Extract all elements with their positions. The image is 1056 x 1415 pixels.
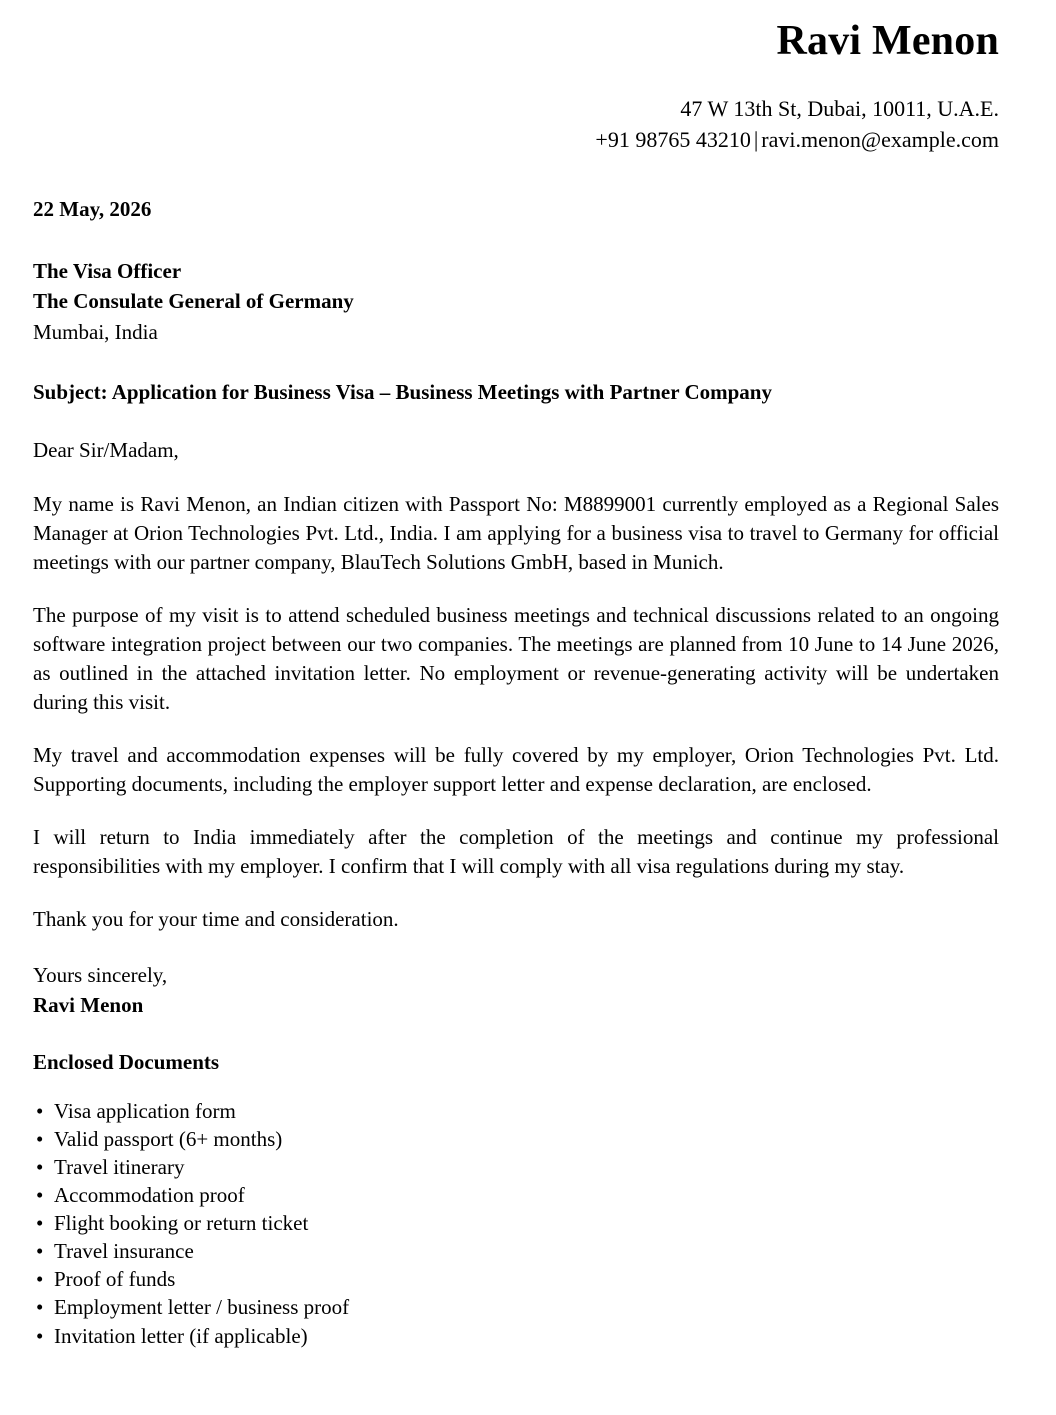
salutation: Dear Sir/Madam, (33, 437, 179, 462)
signature-name: Ravi Menon (33, 992, 144, 1017)
list-item-label: Invitation letter (if applicable) (54, 1323, 308, 1348)
list-item-label: Valid passport (6+ months) (54, 1126, 283, 1151)
list-item (33, 1322, 999, 1350)
list-item-label: Visa application form (54, 1098, 236, 1123)
recipient-location: Mumbai, India (33, 319, 158, 344)
bullet-icon: • (36, 1211, 44, 1236)
sender-phone: +91 98765 43210 (595, 127, 751, 153)
list-item-label: Travel insurance (54, 1239, 194, 1264)
sender-name: Ravi Menon (776, 18, 999, 64)
bullet-icon: • (36, 1239, 44, 1264)
sender-contact-block (33, 93, 999, 155)
list-item-label: Employment letter / business proof (54, 1295, 350, 1320)
recipient-title: The Visa Officer (33, 258, 182, 283)
contact-separator: | (753, 127, 759, 153)
body-paragraph-3: My travel and accommodation expenses will be fully covered by my employer, Orion Technologies Pvt. Ltd. Supporting documents, including the employer support letter and expense declaration, are enclosed. (33, 742, 999, 796)
body-paragraph-4: I will return to India immediately after the completion of the meetings and continue my professional responsibilities with my employer. I confirm that I will comply with all visa regulations during my stay. (33, 824, 999, 878)
bullet-icon: • (36, 1295, 44, 1320)
list-item-label: Travel itinerary (54, 1154, 185, 1179)
list-item (33, 1293, 999, 1321)
letterhead (33, 18, 999, 156)
recipient-organization: The Consulate General of Germany (33, 289, 354, 314)
list-item (33, 1237, 999, 1265)
list-item-label: Proof of funds (54, 1267, 176, 1292)
list-item (33, 1209, 999, 1237)
list-item (33, 1153, 999, 1181)
bullet-icon: • (36, 1154, 44, 1179)
enclosures-heading: Enclosed Documents (33, 1050, 220, 1075)
list-item-label: Accommodation proof (54, 1182, 245, 1207)
bullet-icon: • (36, 1323, 44, 1348)
recipient-block (33, 256, 999, 347)
closing-block (33, 961, 999, 1020)
subject-line: Subject: Application for Business Visa – Business Meetings with Partner Company (33, 380, 772, 405)
valediction: Yours sincerely, (33, 963, 168, 988)
list-item (33, 1125, 999, 1153)
sender-email: ravi.menon@example.com (761, 127, 999, 153)
body-paragraph-5: Thank you for your time and consideration. (33, 906, 399, 931)
list-item-label: Flight booking or return ticket (54, 1211, 309, 1236)
bullet-icon: • (36, 1182, 44, 1207)
letter-date: 22 May, 2026 (33, 196, 152, 221)
list-item (33, 1097, 999, 1125)
sender-address: 47 W 13th St, Dubai, 10011, U.A.E. (680, 96, 999, 122)
bullet-icon: • (36, 1126, 44, 1151)
enclosures-list (33, 1097, 999, 1350)
list-item (33, 1181, 999, 1209)
body-paragraph-2: The purpose of my visit is to attend scheduled business meetings and technical discussions related to an ongoing software integration project between our two companies. The meetings are planned from 10 June to 14 June 2026, as outlined in the attached invitation letter. No employment or revenue-generating activity will be undertaken during this visit. (33, 602, 999, 714)
bullet-icon: • (36, 1267, 44, 1292)
bullet-icon: • (36, 1098, 44, 1123)
body-paragraph-1: My name is Ravi Menon, an Indian citizen with Passport No: M8899001 currently employed as a Regional Sales Manager at Orion Technologies Pvt. Ltd., India. I am applying for a business visa to travel to Germany for official meetings with our partner company, BlauTech Solutions GmbH, based in Munich. (33, 491, 999, 574)
sender-phone-email-line (33, 124, 999, 155)
list-item (33, 1265, 999, 1293)
